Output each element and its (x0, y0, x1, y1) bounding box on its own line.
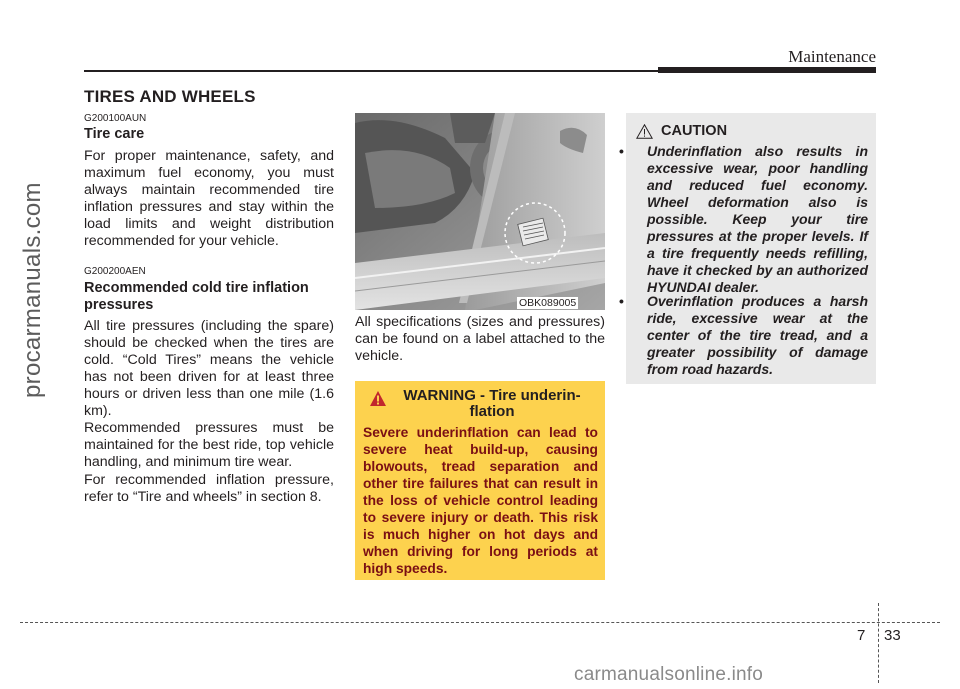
footer-rule (20, 622, 940, 623)
heading-cold-pressures: Recommended cold tire inflation pressures (84, 280, 309, 313)
warning-body: Severe underinflation can lead to severe heat build-up, causing blowouts, tread separation and other tire failures that can result in the loss of vehicle control leading to severe injury or death. This risk is much higher on hot days and when driving for long periods at high speeds. (363, 425, 598, 576)
running-header: Maintenance (788, 47, 876, 66)
bottom-watermark: carmanualsonline.info (574, 664, 764, 685)
caution-item-underinflation (619, 143, 868, 296)
side-watermark: procarmanuals.com (19, 182, 46, 398)
caution-item-text: Overinflation produces a harsh ride, excessive wear at the center of the tire tread, and a greater possibility of damage from road hazards. (647, 293, 868, 377)
paragraph-tire-care: For proper maintenance, safety, and maximum fuel economy, you must always maintain recommended tire inflation pressures and stay within the load limits and weight distribution recommended for your vehicle. (84, 148, 334, 249)
caution-item-text: Underinflation also results in excessive wear, poor handling and reduced fuel economy. Wheel deformation also is possible. Keep your tire pressures at the proper levels. If a tire frequently needs refilling, have it checked by an authorized HYUNDAI dealer. (647, 143, 868, 295)
chapter-number: 7 (857, 627, 866, 644)
page-number: 33 (884, 627, 901, 644)
tire-label-illustration (355, 113, 605, 310)
paragraph-refer-section: For recommended inflation pressure, refer to “Tire and wheels” in section 8. (84, 472, 334, 505)
warning-title: WARNING - Tire underin-flation (403, 387, 581, 420)
figure-label: OBK089005 (519, 297, 577, 309)
heading-tire-care: Tire care (84, 126, 145, 142)
paragraph-specifications: All specifications (sizes and pressures) can be found on a label attached to the vehicle. (355, 314, 605, 364)
caution-item-overinflation (619, 293, 868, 378)
section-title: TIRES AND WHEELS (84, 87, 256, 106)
caution-triangle-icon (636, 124, 653, 139)
paragraph-cold-tires: All tire pressures (including the spare) should be checked when the tires are cold. “Cold Tires” means the vehicle has not been driven for at least three hours or driven less than one mile (1.6 km). (84, 318, 334, 419)
door-jamb-photo (355, 113, 605, 310)
warning-triangle-icon (370, 391, 386, 406)
header-rule-thick (658, 67, 876, 73)
header-rule (84, 70, 658, 72)
bullet: • (619, 293, 624, 309)
caution-title: CAUTION (661, 123, 728, 139)
footer-divider (878, 603, 879, 683)
section-code-cold-pressures: G200200AEN (84, 266, 146, 277)
bullet: • (619, 143, 624, 159)
paragraph-recommended-pressures: Recommended pressures must be maintained for the best ride, top vehicle handling, and minimum tire wear. (84, 420, 334, 470)
section-code-tire-care: G200100AUN (84, 113, 147, 124)
